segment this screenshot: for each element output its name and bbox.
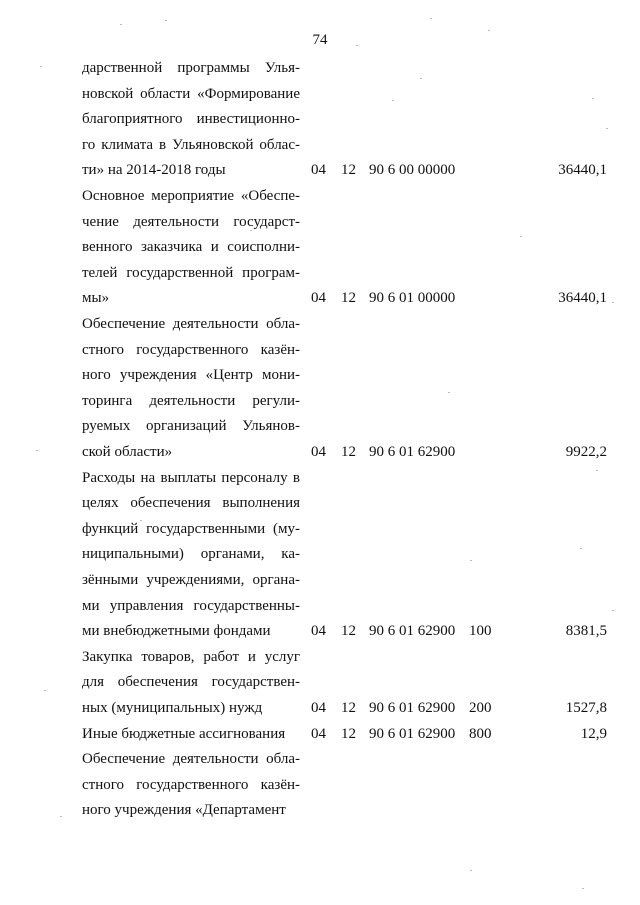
row-name-line: функций государственными (му-	[82, 520, 300, 537]
scan-speck	[430, 18, 432, 19]
amount: 8381,5	[565, 623, 607, 640]
row-name-line: чение деятельности государст-	[82, 213, 300, 230]
scan-speck	[580, 548, 582, 549]
target-article-code: 90 6 00 00000	[369, 162, 456, 179]
amount: 9922,2	[565, 444, 607, 460]
section-code: 04	[311, 699, 326, 716]
target-article-code: 90 6 01 62900	[369, 444, 456, 460]
section-code: 04	[311, 162, 326, 179]
scan-speck	[40, 66, 42, 67]
row-name-line: стного государственного казён-	[82, 341, 300, 358]
row-codes	[0, 440, 640, 466]
scan-speck	[140, 520, 142, 521]
row-name-line: мы»	[82, 290, 110, 307]
row-name-line: Закупка товаров, работ и услуг	[82, 648, 300, 665]
row-name-line: торинга деятельности регули-	[82, 392, 300, 409]
amount: 1527,8	[565, 699, 607, 716]
row-codes	[0, 696, 640, 722]
row-name-line: венного заказчика и соисполни-	[82, 239, 300, 256]
subsection-code: 12	[341, 162, 356, 179]
page-number: 74	[312, 32, 328, 48]
scan-speck	[520, 236, 522, 237]
section-code: 04	[311, 725, 326, 742]
row-name-line: новской области «Формирование	[82, 85, 300, 102]
scan-speck	[612, 610, 614, 611]
row-name-line: Расходы на выплаты персоналу в	[82, 469, 300, 486]
row-name-line: зёнными учреждениями, органа-	[82, 571, 300, 588]
scan-speck	[420, 78, 422, 79]
amount: 12,9	[580, 725, 607, 742]
target-article-code: 90 6 01 62900	[369, 725, 456, 742]
section-code: 04	[311, 623, 326, 640]
row-name-line: Обеспечение деятельности обла-	[82, 316, 300, 332]
row-name-line: дарственной программы Улья-	[82, 60, 300, 76]
target-article-code: 90 6 01 62900	[369, 623, 456, 640]
subsection-code: 12	[341, 444, 356, 460]
row-name-line: Основное мероприятие «Обеспе-	[82, 188, 300, 204]
scan-speck	[44, 690, 46, 691]
scan-speck	[60, 816, 62, 817]
row-name-line: ти» на 2014-2018 годы	[82, 162, 226, 179]
row-name-line: Иные бюджетные ассигнования	[82, 725, 286, 742]
scan-speck	[470, 870, 472, 871]
scan-speck	[612, 302, 614, 303]
scan-speck	[448, 392, 450, 393]
expense-type-code: 800	[469, 725, 492, 742]
row-codes	[0, 619, 640, 645]
row-codes	[0, 722, 640, 748]
subsection-code: 12	[341, 699, 356, 716]
scan-speck	[596, 470, 598, 471]
scan-speck	[392, 100, 394, 101]
row-name-line: ниципальными) органами, ка-	[82, 546, 300, 563]
row-name-line: ской области»	[82, 443, 173, 460]
scan-speck	[356, 45, 358, 46]
row-name-line: благоприятного инвестиционно-	[82, 111, 300, 128]
subsection-code: 12	[341, 623, 356, 640]
row-name-line: для обеспечения государствен-	[82, 674, 300, 691]
row-name-line: телей государственной програм-	[82, 264, 300, 281]
row-name-line: го климата в Ульяновской облас-	[82, 136, 300, 153]
row-name-line: ных (муниципальных) нужд	[82, 699, 263, 716]
section-code: 04	[311, 444, 326, 460]
scan-speck	[470, 560, 472, 561]
row-codes	[0, 798, 640, 824]
scan-speck	[592, 98, 594, 99]
row-name-line: ного учреждения «Департамент	[82, 802, 286, 819]
row-name-line: Обеспечение деятельности обла-	[82, 751, 300, 768]
row-name-line: ного учреждения «Центр мони-	[82, 367, 300, 384]
row-name-line: ми управления государственны-	[82, 597, 300, 614]
target-article-code: 90 6 01 00000	[369, 290, 456, 307]
row-codes	[0, 286, 640, 312]
amount: 36440,1	[558, 162, 607, 179]
target-article-code: 90 6 01 62900	[369, 699, 456, 716]
section-code: 04	[311, 290, 326, 307]
row-name-line: руемых организаций Ульянов-	[82, 418, 300, 435]
expense-type-code: 200	[469, 699, 492, 716]
subsection-code: 12	[341, 290, 356, 307]
row-codes	[0, 158, 640, 184]
row-name	[82, 466, 300, 645]
scan-speck	[36, 450, 38, 451]
scan-speck	[488, 30, 490, 31]
row-name-line: ми внебюджетными фондами	[82, 623, 271, 640]
scan-speck	[250, 230, 252, 231]
scan-speck	[120, 24, 122, 25]
scan-speck	[606, 128, 608, 129]
row-name-line: стного государственного казён-	[82, 776, 300, 793]
subsection-code: 12	[341, 725, 356, 742]
row-name-line: целях обеспечения выполнения	[82, 495, 300, 512]
scan-speck	[165, 20, 167, 21]
expense-type-code: 100	[469, 623, 492, 640]
amount: 36440,1	[558, 290, 607, 307]
scan-speck	[582, 888, 584, 889]
